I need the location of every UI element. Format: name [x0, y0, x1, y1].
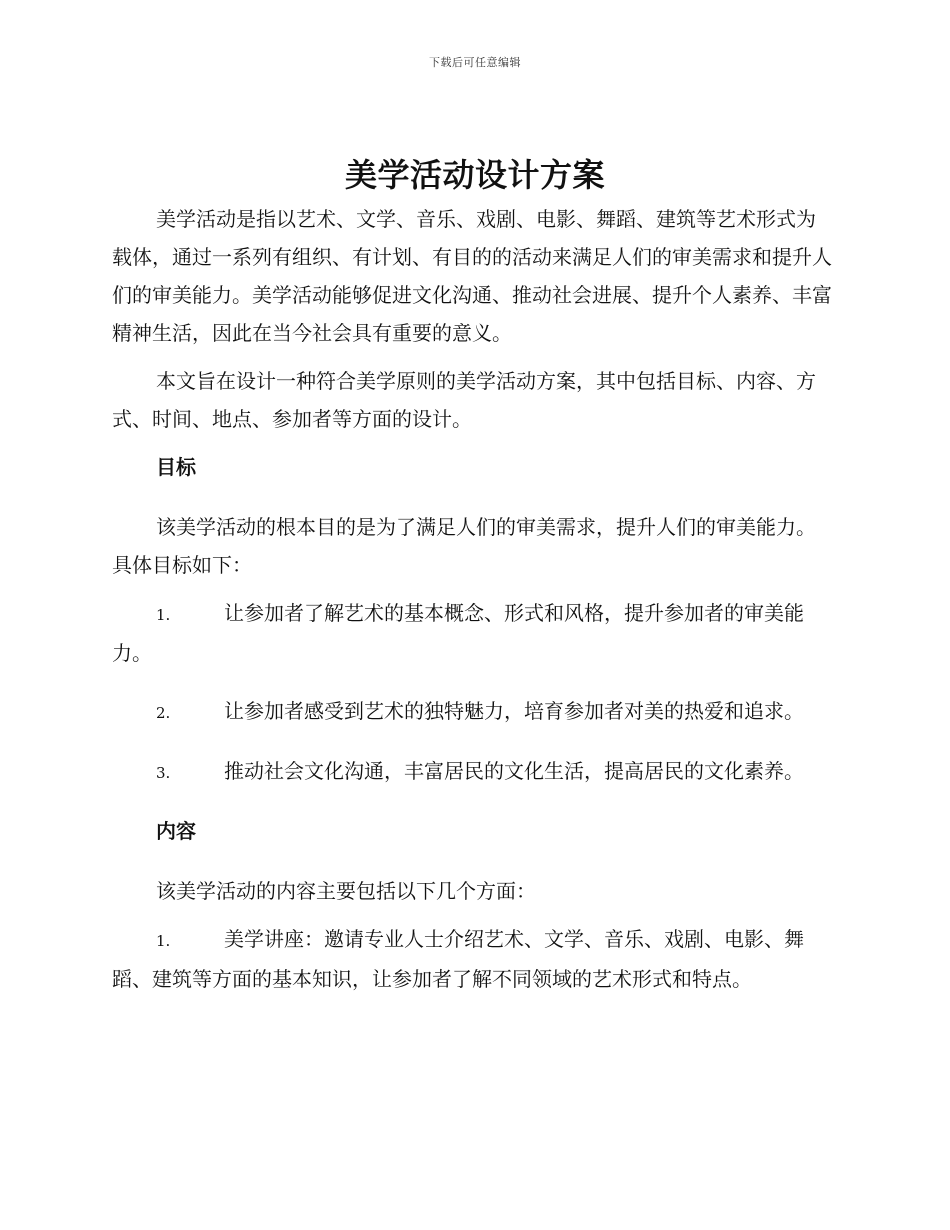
list-number: 2.: [156, 704, 171, 722]
intro-paragraph: 本文旨在设计一种符合美学原则的美学活动方案，其中包括目标、内容、方式、时间、地点、参加者等方面的设计。: [112, 369, 816, 431]
intro-paragraph: 美学活动是指以艺术、文学、音乐、戏剧、电影、舞蹈、建筑等艺术形式为载体，通过一系列有组织、有计划、有目的的活动来满足人们的审美需求和提升人们的审美能力。美学活动能够促进文化沟通、推动社会进展、提升个人素养、丰富精神生活，因此在当今社会具有重要的意义。: [112, 207, 832, 345]
section-content: [112, 812, 834, 998]
section-lead: 该美学活动的内容主要包括以下几个方面：: [156, 879, 536, 903]
list-number: 1.: [156, 606, 171, 624]
document-body: [112, 200, 834, 1018]
header-note: 下载后可任意编辑: [429, 56, 521, 69]
list-number: 1.: [156, 932, 171, 950]
list-item-text: 让参加者了解艺术的基本概念、形式和风格，提升参加者的审美能力。: [112, 601, 804, 665]
document-title: 美学活动设计方案: [344, 156, 605, 194]
list-item: [112, 692, 834, 732]
section-heading: 目标: [156, 455, 196, 479]
section-lead: 该美学活动的根本目的是为了满足人们的审美需求，提升人们的审美能力。具体目标如下：: [112, 515, 816, 577]
list-item: [112, 752, 834, 792]
list-number: 3.: [156, 764, 171, 782]
section-heading: 内容: [156, 819, 196, 843]
list-item-text: 美学讲座：邀请专业人士介绍艺术、文学、音乐、戏剧、电影、舞蹈、建筑等方面的基本知识，让参加者了解不同领域的艺术形式和特点。: [112, 927, 804, 991]
list-item-text: 推动社会文化沟通，丰富居民的文化生活，提高居民的文化素养。: [224, 759, 804, 783]
list-item: [112, 920, 834, 998]
section-goals: [112, 448, 834, 792]
list-item: [112, 594, 834, 672]
list-item-text: 让参加者感受到艺术的独特魅力，培育参加者对美的热爱和追求。: [224, 699, 804, 723]
